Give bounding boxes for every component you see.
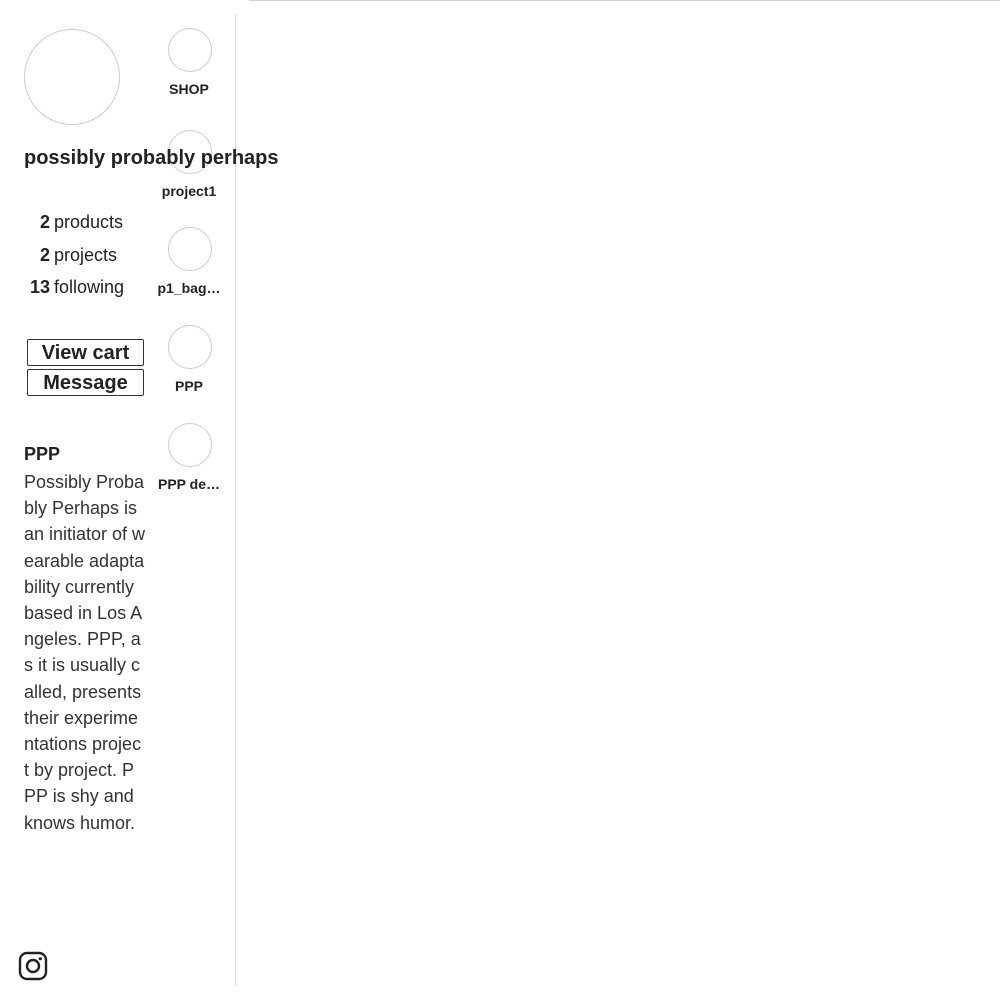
nav-thumbnail (168, 423, 212, 467)
nav-item-label: PPP (174, 378, 203, 394)
nav-item-shop[interactable] (150, 28, 230, 97)
stat-label: products (54, 212, 124, 232)
stat-label: projects (54, 244, 118, 265)
message-button[interactable]: Message (27, 369, 144, 396)
nav-item-label: p1_bag… (157, 280, 221, 296)
stat-count: 13 (29, 277, 50, 297)
nav-item-label: SHOP (169, 81, 209, 97)
profile-name: possibly probably perhaps (24, 147, 279, 169)
avatar (24, 29, 120, 125)
nav-item-ppp-de[interactable] (150, 423, 230, 492)
view-cart-button[interactable]: View cart (27, 339, 144, 366)
stat-projects[interactable] (28, 245, 148, 278)
bio-text: Possibly Probably Perhaps is an initiator of wearable adaptability currently based in Los Angeles. PPP, as it is usually called, presents their experimentations project by project. PPP is shy and knows humor. (24, 472, 146, 833)
nav-item-label: PPP de… (158, 476, 220, 492)
stat-label: following (54, 277, 125, 297)
nav-thumbnail (168, 227, 212, 271)
nav-item-label: project1 (161, 183, 217, 199)
profile-stats (28, 212, 148, 310)
bio-title: PPP (24, 444, 61, 464)
stat-count: 2 (39, 244, 50, 265)
nav-item-ppp[interactable] (150, 325, 230, 394)
nav-item-p1-bag[interactable] (150, 227, 230, 296)
nav-thumbnail (168, 28, 212, 72)
nav-thumbnail (168, 325, 212, 369)
stat-following[interactable] (28, 277, 148, 310)
stat-products[interactable] (28, 212, 148, 245)
instagram-icon[interactable] (18, 951, 48, 981)
top-border (249, 0, 1000, 1)
stat-count: 2 (39, 212, 50, 232)
